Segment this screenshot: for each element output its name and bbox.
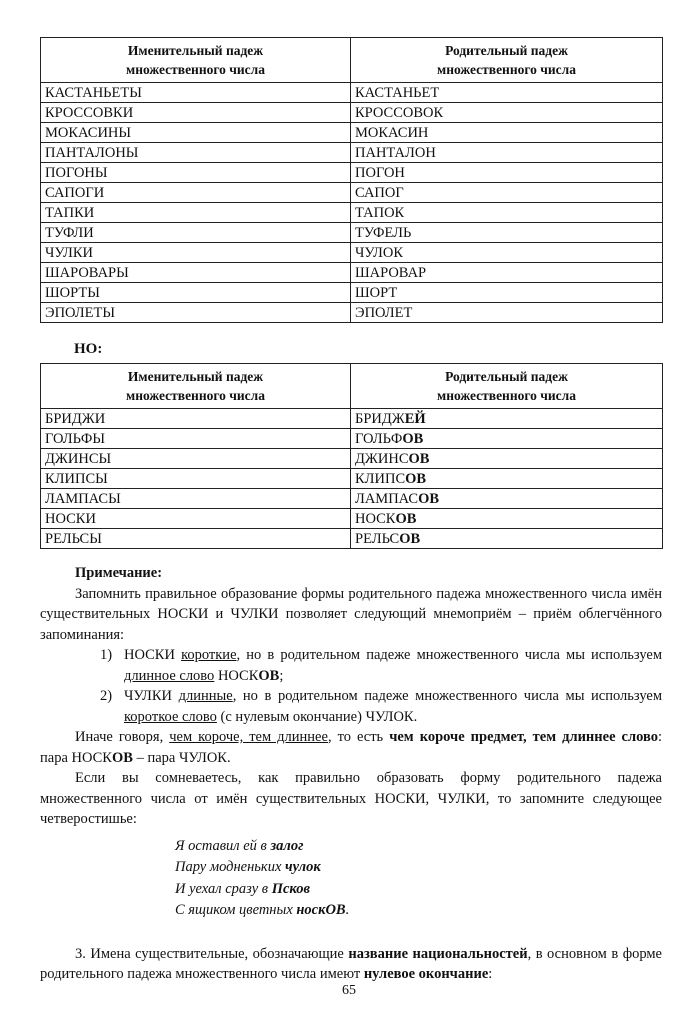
cell-genitive: ГОЛЬФОВ: [351, 429, 663, 449]
poem-line: Пару модненьких чулок: [175, 859, 321, 875]
nationalities-paragraph: 3. Имена существительные, обозначающие название национальностей, в основном в форме родительного падежа множественного числа имеют нулевое окончание:: [40, 945, 662, 982]
ending: ОВ: [405, 470, 427, 487]
table-row: [41, 303, 663, 323]
cell-genitive: КАСТАНЬЕТ: [351, 83, 663, 103]
table-row: [41, 243, 663, 263]
cell-nominative: ГОЛЬФЫ: [41, 429, 351, 449]
cell-genitive: РЕЛЬСОВ: [351, 529, 663, 549]
cell-genitive: ДЖИНСОВ: [351, 449, 663, 469]
table-row: [41, 263, 663, 283]
table-header-row: [41, 364, 663, 409]
cell-genitive: ТУФЕЛЬ: [351, 223, 663, 243]
poem-line: С ящиком цветных носкОВ.: [175, 902, 350, 918]
table-row: [41, 283, 663, 303]
table-row: [41, 223, 663, 243]
list-item: 1) НОСКИ короткие, но в родительном падеже множественного числа мы используем длинное слово НОСКОВ;: [100, 647, 663, 684]
cell-genitive: ЧУЛОК: [351, 243, 663, 263]
table-row: [41, 449, 663, 469]
cell-genitive: ШОРТ: [351, 283, 663, 303]
ending: ОВ: [395, 510, 417, 527]
cell-genitive: ПОГОН: [351, 163, 663, 183]
table-row: [41, 103, 663, 123]
ending: ОВ: [418, 490, 440, 507]
ending: ОВ: [402, 430, 424, 447]
cell-nominative: ЭПОЛЕТЫ: [41, 303, 351, 323]
table-row: [41, 143, 663, 163]
cell-nominative: ПАНТАЛОНЫ: [41, 143, 351, 163]
exceptions-table: [40, 363, 663, 549]
ending: ЕЙ: [404, 410, 426, 427]
cell-nominative: ЧУЛКИ: [41, 243, 351, 263]
note-section: [40, 563, 662, 985]
cell-nominative: КАСТАНЬЕТЫ: [41, 83, 351, 103]
table-row: [41, 123, 663, 143]
ending: ОВ: [399, 530, 421, 547]
header-genitive: Родительный падеж множественного числа: [351, 364, 663, 409]
cell-nominative: ЛАМПАСЫ: [41, 489, 351, 509]
page-number: 65: [342, 983, 356, 998]
note-heading: Примечание:: [75, 565, 163, 581]
table-header-row: [41, 38, 663, 83]
table-row: [41, 163, 663, 183]
cell-nominative: ТУФЛИ: [41, 223, 351, 243]
cell-genitive: БРИДЖЕЙ: [351, 409, 663, 429]
cell-nominative: САПОГИ: [41, 183, 351, 203]
poem-line: И уехал сразу в Псков: [175, 880, 310, 897]
table-row: [41, 469, 663, 489]
ending: ОВ: [408, 450, 430, 467]
cell-nominative: ШОРТЫ: [41, 283, 351, 303]
table-row: [41, 183, 663, 203]
cell-nominative: БРИДЖИ: [41, 409, 351, 429]
header-nominative: Именительный падеж множественного числа: [41, 364, 351, 409]
plural-genitive-table: [40, 37, 663, 323]
mnemonic-list: [40, 645, 662, 727]
cell-genitive: ЭПОЛЕТ: [351, 303, 663, 323]
table-row: [41, 529, 663, 549]
header-genitive: Родительный падеж множественного числа: [351, 38, 663, 83]
cell-genitive: ПАНТАЛОН: [351, 143, 663, 163]
cell-genitive: ЛАМПАСОВ: [351, 489, 663, 509]
cell-nominative: КЛИПСЫ: [41, 469, 351, 489]
cell-nominative: РЕЛЬСЫ: [41, 529, 351, 549]
doubt-paragraph: Если вы сомневаетесь, как правильно образовать форму родительного падежа множественного числа от имён существительных НОСКИ, ЧУЛКИ, то запомните следующее четверостишье:: [40, 770, 662, 827]
cell-genitive: НОСКОВ: [351, 509, 663, 529]
table-row: [41, 489, 663, 509]
poem-line: Я оставил ей в залог: [175, 837, 304, 854]
but-label: НО:: [74, 341, 103, 357]
cell-nominative: КРОССОВКИ: [41, 103, 351, 123]
list-item: 2) ЧУЛКИ длинные, но в родительном падеже множественного числа мы используем короткое слово (с нулевым окончание) ЧУЛОК.: [100, 688, 663, 725]
table-row: [41, 409, 663, 429]
note-intro: Запомнить правильное образование формы родительного падежа множественного числа имён существительных НОСКИ и ЧУЛКИ позволяет следующий мнемоприём – приём облегчённого запоминания:: [40, 585, 662, 643]
cell-nominative: НОСКИ: [41, 509, 351, 529]
otherwise-paragraph: Иначе говоря, чем короче, тем длиннее, то есть чем короче предмет, тем длиннее слово: пара НОСКОВ – пара ЧУЛОК.: [40, 729, 662, 766]
cell-genitive: ТАПОК: [351, 203, 663, 223]
cell-genitive: МОКАСИН: [351, 123, 663, 143]
table-row: [41, 203, 663, 223]
poem: [175, 836, 662, 922]
cell-genitive: КРОССОВОК: [351, 103, 663, 123]
cell-nominative: ШАРОВАРЫ: [41, 263, 351, 283]
cell-nominative: ДЖИНСЫ: [41, 449, 351, 469]
cell-nominative: ТАПКИ: [41, 203, 351, 223]
cell-nominative: ПОГОНЫ: [41, 163, 351, 183]
table-row: [41, 509, 663, 529]
table-row: [41, 83, 663, 103]
table-row: [41, 429, 663, 449]
header-nominative: Именительный падеж множественного числа: [41, 38, 351, 83]
cell-nominative: МОКАСИНЫ: [41, 123, 351, 143]
cell-genitive: КЛИПСОВ: [351, 469, 663, 489]
cell-genitive: ШАРОВАР: [351, 263, 663, 283]
cell-genitive: САПОГ: [351, 183, 663, 203]
